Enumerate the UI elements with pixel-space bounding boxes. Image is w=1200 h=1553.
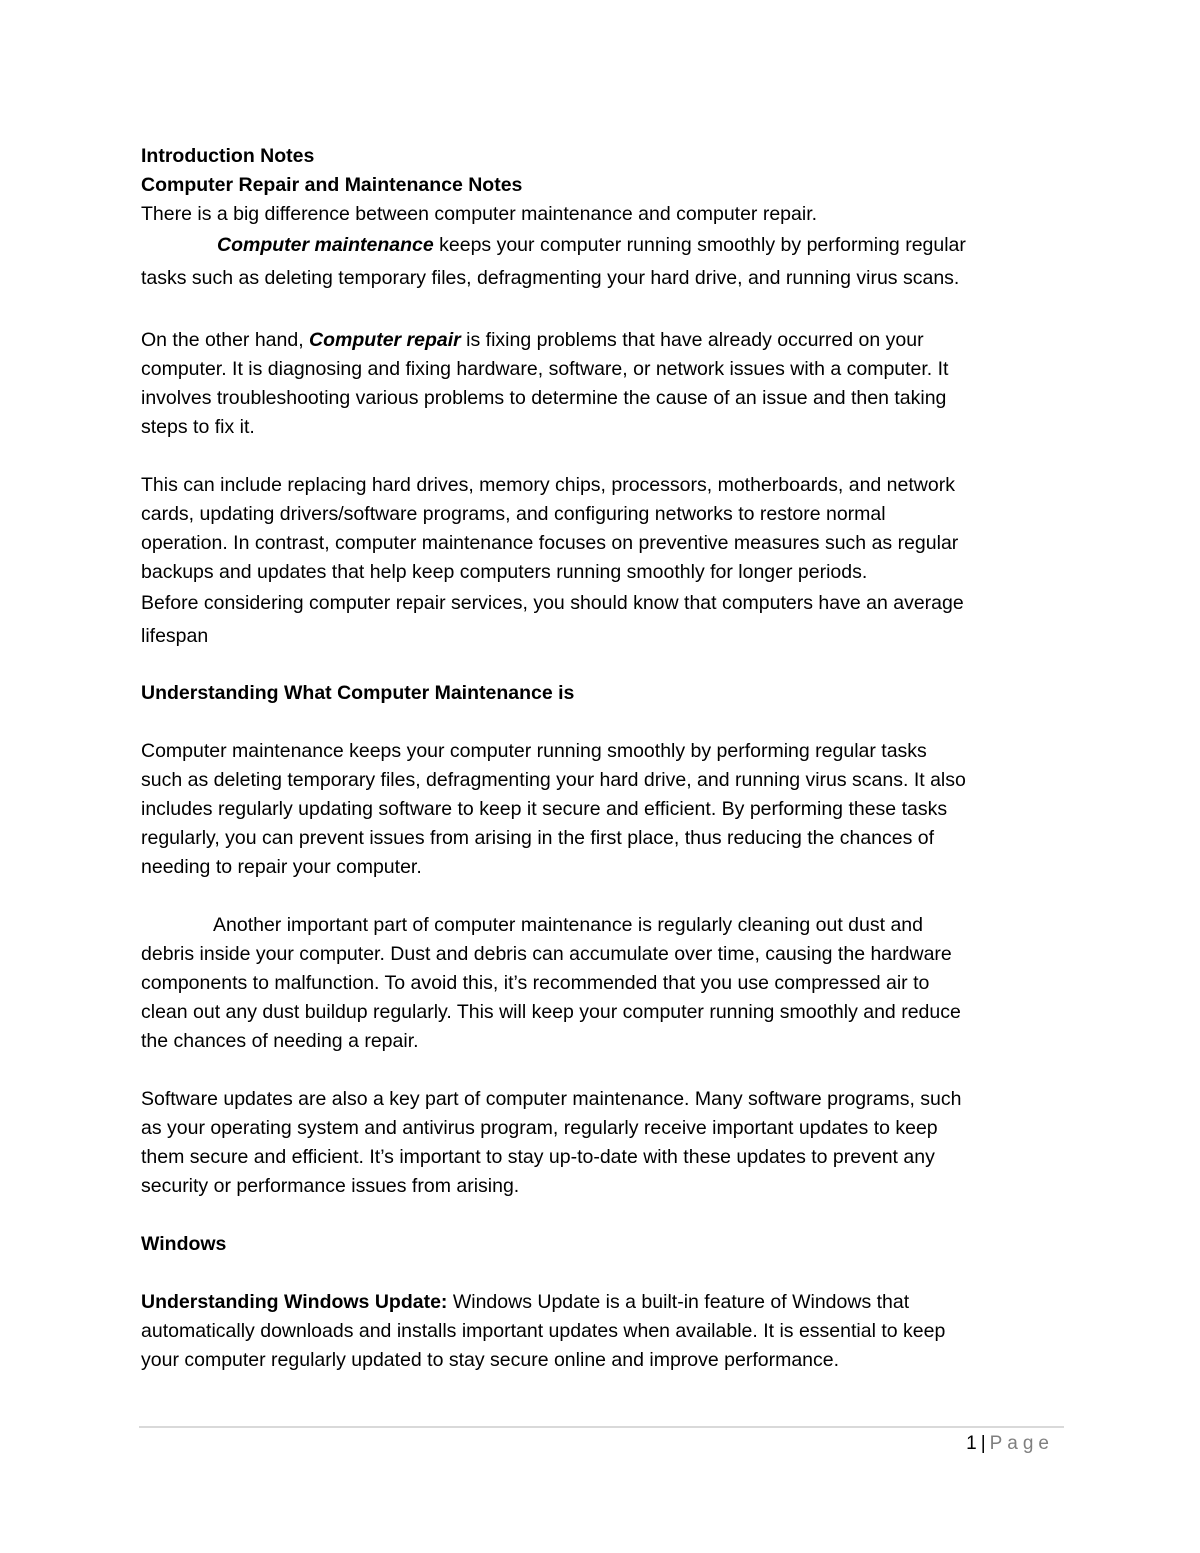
spacer: [141, 1259, 1066, 1288]
maintenance-line-2: such as deleting temporary files, defragmenting your hard drive, and running virus scans. It also: [141, 769, 966, 791]
maintenance-line-4: regularly, you can prevent issues from arising in the first place, thus reducing the chances of: [141, 827, 935, 849]
document-page: [141, 142, 1066, 1375]
spacer: [141, 882, 1066, 911]
include-line-5: Before considering computer repair services, you should know that computers have an average: [141, 592, 964, 614]
updates-line-2: as your operating system and antivirus program, regularly receive important updates to keep: [141, 1117, 938, 1139]
footer-separator: |: [980, 1433, 986, 1454]
repair-definition-line-4: steps to fix it.: [141, 416, 255, 438]
repair-prefix: On the other hand,: [141, 329, 310, 351]
maintenance-line-3: includes regularly updating software to keep it secure and efficient. By performing these tasks: [141, 798, 948, 820]
dust-line-3: components to malfunction. To avoid this, it’s recommended that you use compressed air to: [141, 972, 930, 994]
dust-line-1: Another important part of computer maintenance is regularly cleaning out dust and: [213, 914, 923, 936]
dust-line-4: clean out any dust buildup regularly. This will keep your computer running smoothly and reduce: [141, 1001, 961, 1023]
windows-update-rest: Windows Update is a built-in feature of Windows that: [447, 1291, 910, 1313]
page-number: 1: [966, 1433, 977, 1454]
windows-update-colon: :: [440, 1291, 448, 1313]
page-footer: [966, 1431, 1054, 1457]
spacer: [141, 442, 1066, 471]
include-line-4: backups and updates that help keep computers running smoothly for longer periods.: [141, 561, 868, 583]
updates-line-3: them secure and efficient. It’s important to stay up-to-date with these updates to prevent any: [141, 1146, 935, 1168]
include-line-6: lifespan: [141, 625, 209, 647]
include-line-1: This can include replacing hard drives, memory chips, processors, motherboards, and network: [141, 474, 955, 496]
maintenance-term: Computer maintenance: [217, 234, 434, 256]
maintenance-definition-line-1: [141, 229, 1066, 262]
spacer: [141, 1201, 1066, 1230]
windows-update-line-2: automatically downloads and installs important updates when available. It is essential to keep: [141, 1320, 946, 1342]
windows-update-line-3: your computer regularly updated to stay secure online and improve performance.: [141, 1349, 840, 1371]
windows-update-term: Understanding Windows Update: [141, 1291, 441, 1313]
spacer: [141, 653, 1066, 679]
footer-divider: [139, 1426, 1064, 1428]
include-line-3: operation. In contrast, computer maintenance focuses on preventive measures such as regular: [141, 532, 959, 554]
windows-update-line-1: [141, 1288, 1066, 1317]
heading-understanding-maintenance: Understanding What Computer Maintenance is: [141, 682, 575, 704]
repair-definition-line-2: computer. It is diagnosing and fixing hardware, software, or network issues with a computer. It: [141, 358, 949, 380]
intro-line: There is a big difference between computer maintenance and computer repair.: [141, 203, 818, 225]
spacer: [141, 708, 1066, 737]
repair-term: Computer repair: [309, 329, 461, 351]
repair-definition-line-1: [141, 326, 1066, 355]
heading-repair-maintenance: Computer Repair and Maintenance Notes: [141, 174, 523, 196]
updates-line-1: Software updates are also a key part of computer maintenance. Many software programs, such: [141, 1088, 962, 1110]
spacer: [141, 295, 1066, 326]
heading-windows: Windows: [141, 1233, 227, 1255]
heading-introduction: Introduction Notes: [141, 145, 315, 167]
spacer: [141, 1056, 1066, 1085]
dust-line-2: debris inside your computer. Dust and debris can accumulate over time, causing the hardware: [141, 943, 952, 965]
updates-line-4: security or performance issues from arising.: [141, 1175, 520, 1197]
repair-definition-rest: is fixing problems that have already occurred on your: [460, 329, 924, 351]
page-label: Page: [989, 1433, 1054, 1454]
maintenance-definition-line-2: tasks such as deleting temporary files, defragmenting your hard drive, and running virus scans.: [141, 267, 960, 289]
maintenance-definition-rest: keeps your computer running smoothly by performing regular: [433, 234, 966, 256]
repair-definition-line-3: involves troubleshooting various problems to determine the cause of an issue and then taking: [141, 387, 947, 409]
dust-line-5: the chances of needing a repair.: [141, 1030, 419, 1052]
maintenance-line-1: Computer maintenance keeps your computer running smoothly by performing regular tasks: [141, 740, 927, 762]
include-line-2: cards, updating drivers/software programs, and configuring networks to restore normal: [141, 503, 886, 525]
maintenance-line-5: needing to repair your computer.: [141, 856, 422, 878]
